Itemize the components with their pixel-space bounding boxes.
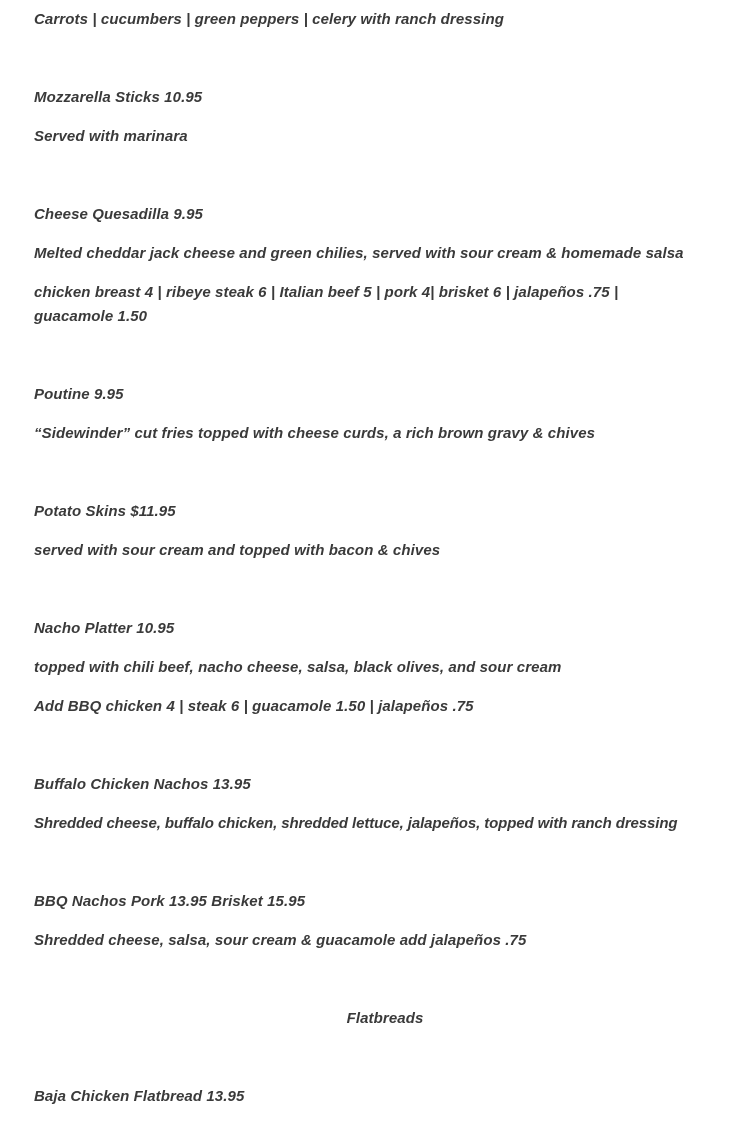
bbq-nachos-title: BBQ Nachos Pork 13.95 Brisket 15.95 [34,893,306,910]
nacho-platter-description: topped with chili beef, nacho cheese, salsa, black olives, and sour cream [34,659,562,676]
buffalo-chicken-nachos-title: Buffalo Chicken Nachos 13.95 [34,776,251,793]
nacho-platter-title: Nacho Platter 10.95 [34,620,175,637]
potato-skins-description: served with sour cream and topped with bacon & chives [34,542,441,559]
nacho-platter-addons: Add BBQ chicken 4 | steak 6 | guacamole 1.50 | jalapeños .75 [34,698,474,715]
buffalo-chicken-nachos-description: Shredded cheese, buffalo chicken, shredded lettuce, jalapeños, topped with ranch dressing [34,815,678,832]
cheese-quesadilla-title: Cheese Quesadilla 9.95 [34,206,203,223]
poutine-title: Poutine 9.95 [34,386,124,403]
veggie-tray-description: Carrots | cucumbers | green peppers | celery with ranch dressing [34,11,504,28]
mozzarella-sticks-description: Served with marinara [34,128,188,145]
mozzarella-sticks-title: Mozzarella Sticks 10.95 [34,89,203,106]
potato-skins-title: Potato Skins $11.95 [34,503,176,520]
baja-chicken-flatbread-title: Baja Chicken Flatbread 13.95 [34,1088,245,1105]
cheese-quesadilla-description: Melted cheddar jack cheese and green chilies, served with sour cream & homemade salsa [34,245,684,262]
bbq-nachos-description: Shredded cheese, salsa, sour cream & guacamole add jalapeños .75 [34,932,527,949]
cheese-quesadilla-addons: chicken breast 4 | ribeye steak 6 | Italian beef 5 | pork 4| brisket 6 | jalapeños .75 | guacamole 1.50 [34,284,619,325]
flatbreads-heading: Flatbreads [346,1010,424,1027]
poutine-description: “Sidewinder” cut fries topped with cheese curds, a rich brown gravy & chives [34,425,596,442]
